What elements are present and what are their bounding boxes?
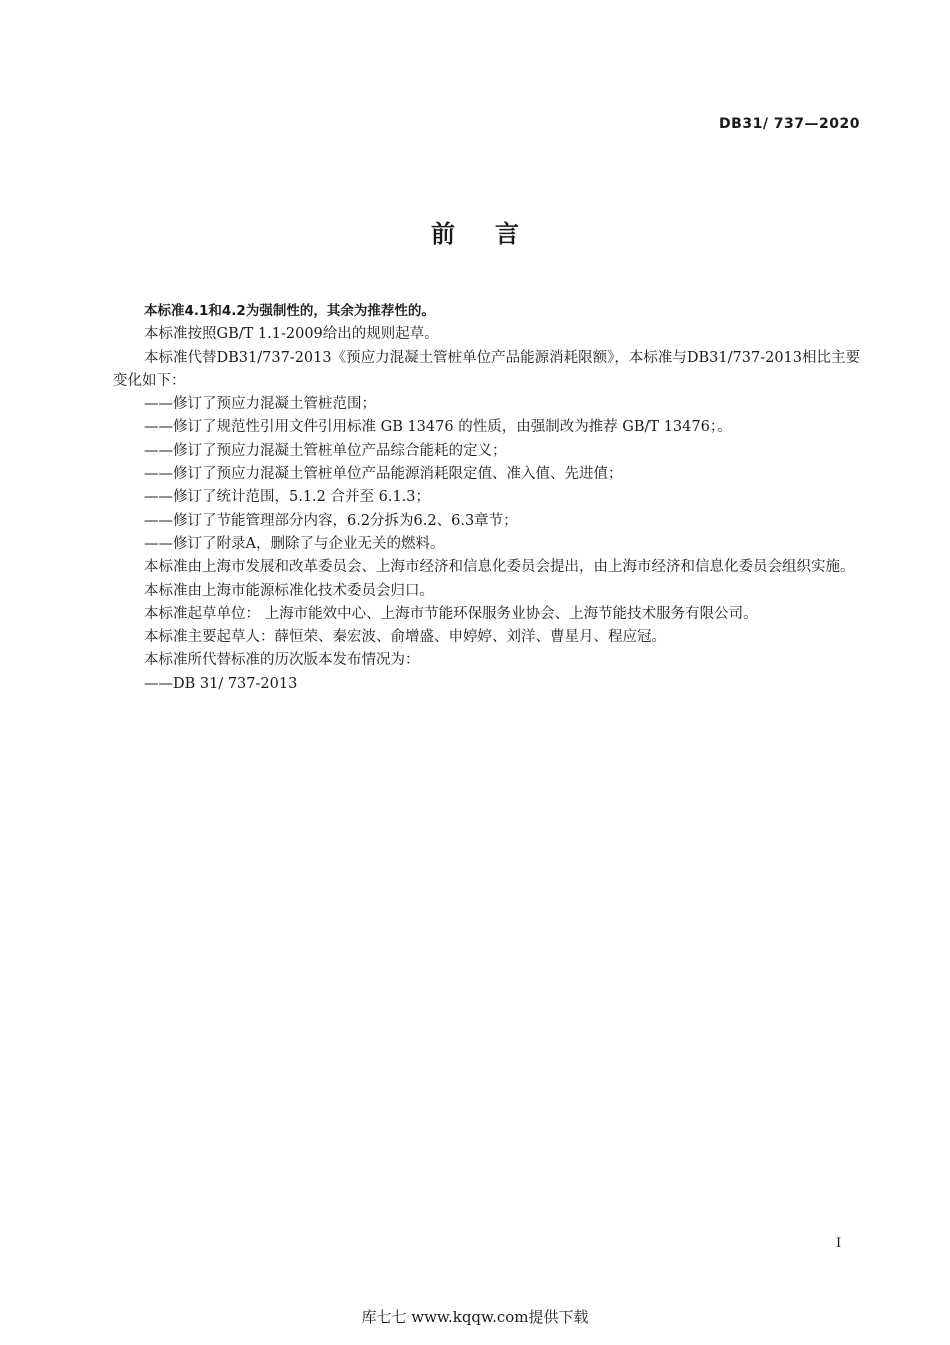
history-paragraph: 本标准所代替标准的历次版本发布情况为： [144,652,420,669]
drafters-paragraph: 本标准主要起草人：薛恒荣、秦宏波、俞增盛、申婷婷、刘洋、曹星月、程应冠。 [144,629,666,646]
change-item: ——修订了预应力混凝土管桩单位产品综合能耗的定义； [144,442,507,459]
history-item: ——DB 31/ 737-2013 [144,675,298,692]
change-item: ——修订了预应力混凝土管桩范围； [144,396,376,413]
drafting-units-paragraph: 本标准起草单位： 上海市能效中心、上海市节能环保服务业协会、上海节能技术服务有限公司。 [144,605,758,622]
page-title: 前言 [431,220,559,248]
change-item: ——修订了规范性引用文件引用标准 GB 13476 的性质，由强制改为推荐 GB/T 13476；。 [144,419,732,436]
mandatory-statement: 本标准4.1和4.2为强制性的，其余为推荐性的。 [144,303,435,319]
foreword-content [113,300,860,696]
drafting-rule-paragraph: 本标准按照GB/T 1.1-2009给出的规则起草。 [144,326,439,343]
page-number: I [836,1236,842,1251]
change-item: ——修订了附录A，删除了与企业无关的燃料。 [144,535,445,552]
committee-paragraph: 本标准由上海市能源标准化技术委员会归口。 [144,582,434,599]
proposer-paragraph: 本标准由上海市发展和改革委员会、上海市经济和信息化委员会提出，由上海市经济和信息化委员会组织实施。 [144,559,855,576]
change-item: ——修订了预应力混凝土管桩单位产品能源消耗限定值、准入值、先进值； [144,466,623,483]
download-footer: 库七七 www.kqqw.com提供下载 [361,1308,589,1326]
change-item: ——修订了节能管理部分内容，6.2分拆为6.2、6.3章节； [144,512,518,529]
replacement-paragraph: 本标准代替DB31/737-2013《预应力混凝土管桩单位产品能源消耗限额》，本标准与DB31/737-2013相比主要变化如下： [113,349,860,389]
standard-code: DB31/ 737—2020 [719,116,860,132]
change-item: ——修订了统计范围，5.1.2 合并至 6.1.3； [144,489,431,506]
